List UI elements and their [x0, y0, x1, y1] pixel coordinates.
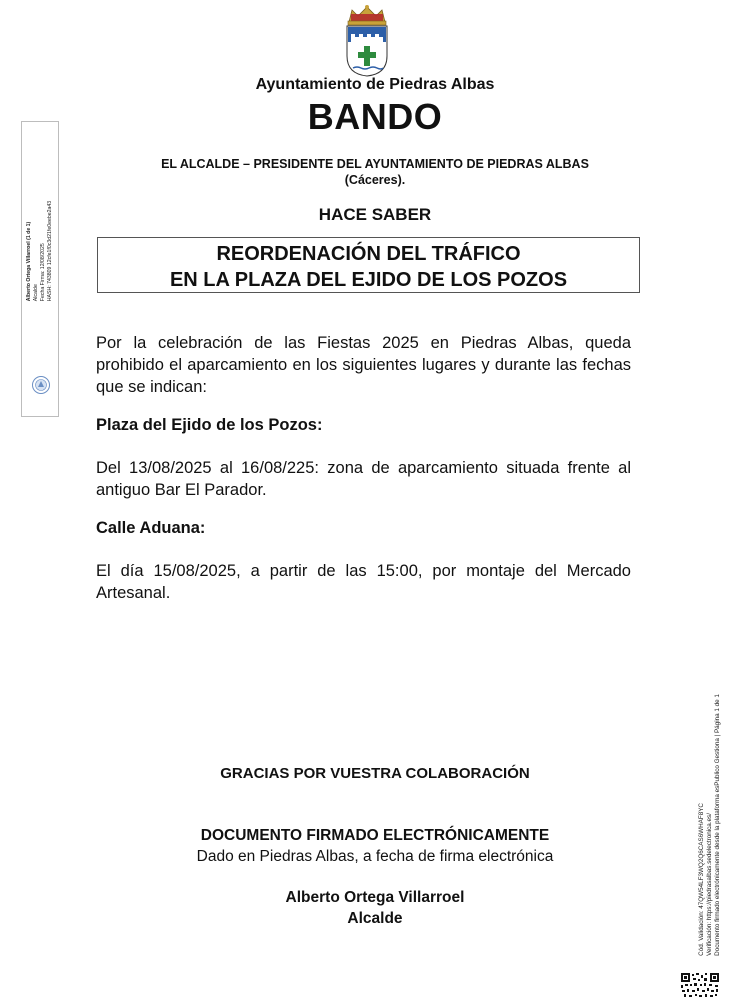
subject-line-2: EN LA PLAZA DEL EJIDO DE LOS POZOS — [169, 269, 568, 291]
intro-paragraph: Por la celebración de las Fiestas 2025 en Piedras Albas, queda prohibido el aparcamiento en los siguientes lugares y durante las fechas que se indican: — [96, 334, 631, 396]
document-title: BANDO — [307, 96, 443, 137]
subject-box — [97, 237, 640, 293]
coat-of-arms-logo — [343, 4, 391, 78]
thanks-line: GRACIAS POR VUESTRA COLABORACIÓN — [220, 765, 530, 782]
mayor-heading-line-2: (Cáceres). — [344, 173, 406, 187]
signature-stamp-text — [26, 201, 54, 301]
verification-platform: Documento firmado electrónicamente desde la plataforma esPublico Gestiona | Página 1 de 1 — [714, 694, 721, 956]
signed-electronically-line: DOCUMENTO FIRMADO ELECTRÓNICAMENTE — [200, 827, 550, 844]
stamp-line-signer: Alberto Ortega Villarroel (1 de 1) — [26, 222, 32, 302]
mayor-heading — [0, 156, 750, 188]
section-text-plaza: Del 13/08/2025 al 16/08/225: zona de aparcamiento situada frente al antiguo Bar El Parador. — [96, 459, 631, 499]
stamp-line-role: Alcalde — [33, 284, 39, 302]
signature-stamp — [21, 121, 59, 417]
seal-icon — [31, 375, 51, 395]
signer-name: Alberto Ortega Villarroel — [285, 889, 465, 906]
signer-role: Alcalde — [347, 910, 403, 927]
verification-text — [698, 694, 722, 956]
given-at-line: Dado en Piedras Albas, a fecha de firma electrónica — [196, 848, 554, 865]
verification-url[interactable]: Verificación: https://piedrasalbas.sedelectronica.es/ — [706, 813, 713, 956]
stamp-line-date: Fecha Firma: 12/08/2025 — [40, 243, 46, 302]
section-heading-calle: Calle Aduana: — [96, 519, 206, 537]
section-heading-plaza: Plaza del Ejido de los Pozos: — [96, 416, 323, 434]
stamp-line-hash: HASH: 743809 12cfe1f0c3d21fe0eebe2a43 — [47, 201, 53, 302]
municipality-name: Ayuntamiento de Piedras Albas — [255, 76, 495, 93]
verification-code: Cód. Validación: 47QW54LF3WQ2Q6CAS6WHAF8YC — [698, 803, 705, 956]
subject-line-1: REORDENACIÓN DEL TRÁFICO — [216, 243, 521, 265]
qr-code-icon[interactable] — [680, 972, 720, 998]
mayor-heading-line-1: EL ALCALDE – PRESIDENTE DEL AYUNTAMIENTO DE PIEDRAS ALBAS — [161, 157, 589, 171]
section-text-calle: El día 15/08/2025, a partir de las 15:00, por montaje del Mercado Artesanal. — [96, 562, 631, 602]
announce-heading: HACE SABER — [318, 205, 432, 224]
